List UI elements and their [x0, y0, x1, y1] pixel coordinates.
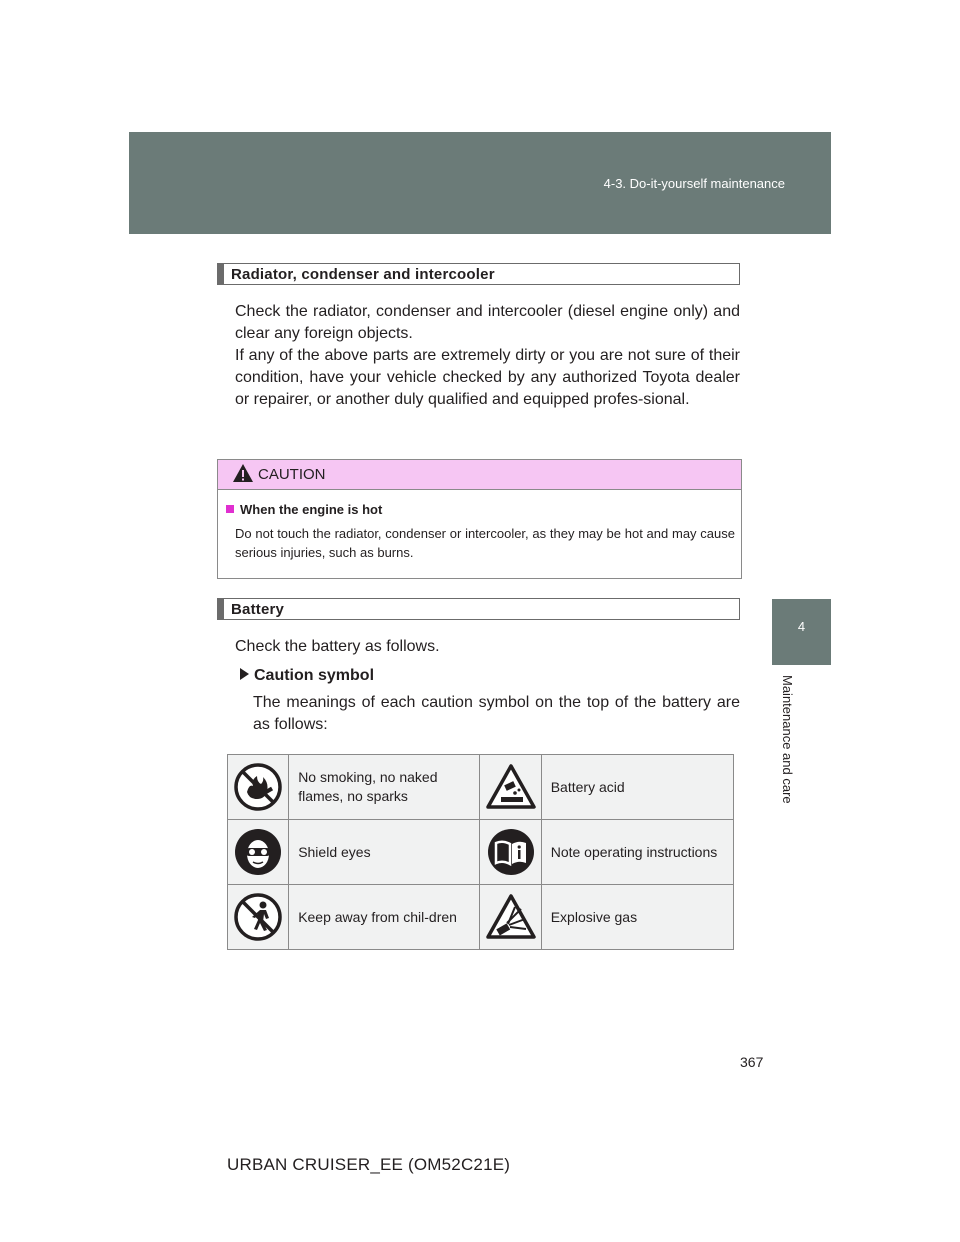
caution-symbol-table [227, 754, 734, 950]
symbol-icon-cell [228, 755, 289, 820]
symbol-label: Explosive gas [541, 885, 733, 950]
radiator-body [235, 301, 740, 411]
operating-instructions-icon [486, 827, 536, 877]
square-bullet-icon [226, 505, 234, 513]
chapter-title: Maintenance and care [780, 675, 795, 804]
chapter-number: 4 [797, 619, 806, 634]
header-band [129, 132, 831, 234]
battery-intro: Check the battery as follows. [235, 638, 440, 655]
radiator-paragraph-1: Check the radiator, condenser and intercooler (diesel engine only) and clear any foreign objects. [235, 303, 740, 342]
caution-symbol-text: The meanings of each caution symbol on the top of the battery are as follows: [253, 694, 740, 733]
model-code: URBAN CRUISER_EE (OM52C21E) [227, 1155, 511, 1174]
no-smoking-icon [233, 762, 283, 812]
symbol-label: Note operating instructions [541, 820, 733, 885]
caution-label: CAUTION [258, 466, 326, 483]
battery-heading [217, 598, 740, 620]
symbol-label: Shield eyes [289, 820, 480, 885]
radiator-heading [217, 263, 740, 285]
table-row [228, 820, 734, 885]
symbol-icon-cell [480, 755, 541, 820]
caution-box [217, 459, 742, 579]
caution-item-title-text: When the engine is hot [240, 502, 383, 517]
keep-away-children-icon [233, 892, 283, 942]
caution-item-text: Do not touch the radiator, condenser or intercooler, as they may be hot and may cause serious injuries, such as burns. [235, 526, 735, 560]
symbol-label: No smoking, no naked flames, no sparks [289, 755, 480, 820]
caution-symbol-bullet [240, 667, 374, 685]
table-row [228, 885, 734, 950]
radiator-paragraph-2: If any of the above parts are extremely dirty or you are not sure of their condition, have your vehicle checked by any authorized Toyota dealer or repairer, or another duly qualified and equipped profes-sional. [235, 347, 740, 408]
symbol-icon-cell [228, 820, 289, 885]
chapter-tab[interactable] [772, 599, 831, 665]
symbol-icon-cell [228, 885, 289, 950]
page-number: 367 [740, 1054, 764, 1070]
battery-heading-text: Battery [231, 601, 285, 618]
symbol-icon-cell [480, 820, 541, 885]
explosive-gas-icon [485, 893, 537, 941]
radiator-heading-text: Radiator, condenser and intercooler [231, 266, 495, 283]
symbol-label: Battery acid [541, 755, 733, 820]
table-row [228, 755, 734, 820]
warning-triangle-icon [232, 463, 254, 483]
caution-item-title [226, 502, 382, 517]
triangle-bullet-icon [240, 668, 249, 680]
caution-header [218, 460, 741, 490]
battery-acid-icon [485, 763, 537, 811]
symbol-label: Keep away from chil-dren [289, 885, 480, 950]
caution-symbol-title: Caution symbol [254, 667, 375, 684]
shield-eyes-icon [233, 827, 283, 877]
symbol-icon-cell [480, 885, 541, 950]
section-title: 4-3. Do-it-yourself maintenance [603, 176, 785, 191]
